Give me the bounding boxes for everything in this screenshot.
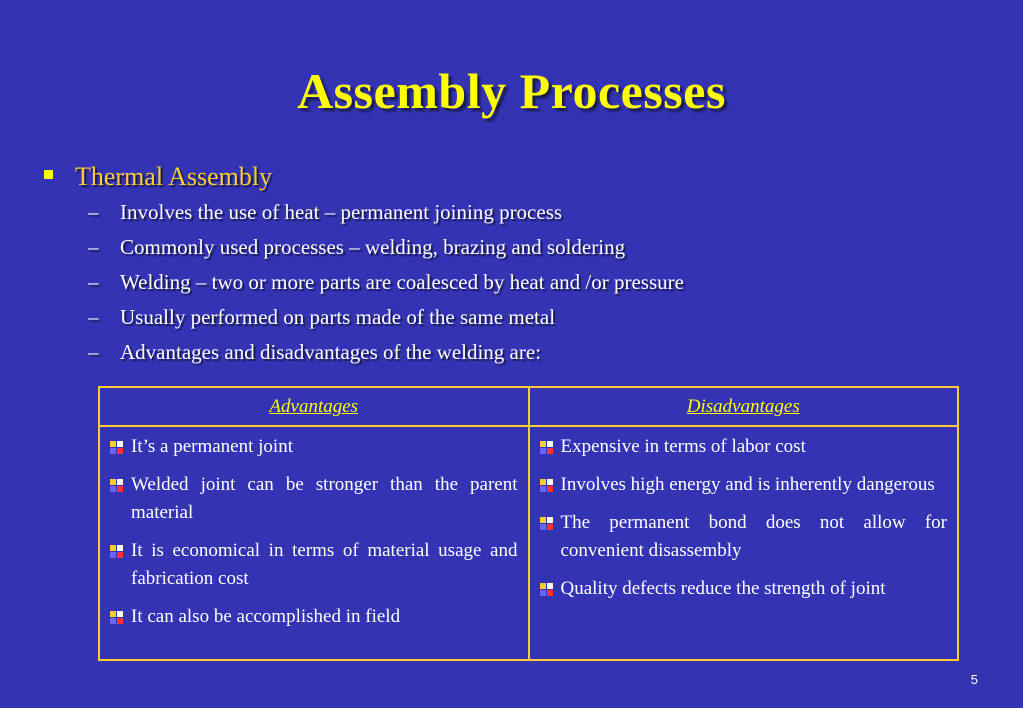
main-bullet-text: Thermal Assembly <box>75 162 273 191</box>
advantage-item: It’s a permanent joint <box>110 433 518 461</box>
sub-bullet-text: Commonly used processes – welding, brazing and soldering <box>120 235 626 259</box>
sub-bullet-text: Advantages and disadvantages of the welding are: <box>120 340 542 364</box>
sub-bullet-text: Usually performed on parts made of the same metal <box>120 305 556 329</box>
disadvantage-item: Involves high energy and is inherently dangerous <box>540 471 948 499</box>
disadvantage-item: The permanent bond does not allow for convenient disassembly <box>540 509 948 565</box>
bullet-icon <box>110 441 123 454</box>
dash-icon: – <box>88 270 99 294</box>
sub-bullet-list <box>88 200 684 375</box>
bullet-icon <box>110 611 123 624</box>
bullet-icon <box>540 583 553 596</box>
dash-icon: – <box>88 235 99 259</box>
bullet-icon <box>540 441 553 454</box>
sub-bullet-text: Involves the use of heat – permanent joining process <box>120 200 563 224</box>
bullet-icon <box>110 479 123 492</box>
dash-icon: – <box>88 305 99 329</box>
sub-bullet-text: Welding – two or more parts are coalesced by heat and /or pressure <box>120 270 684 294</box>
main-bullet <box>44 162 684 192</box>
disadvantage-item: Quality defects reduce the strength of joint <box>540 575 948 603</box>
advantages-cell <box>99 426 529 660</box>
sub-bullet <box>88 235 684 270</box>
sub-bullet <box>88 270 684 305</box>
square-bullet-icon <box>44 170 53 179</box>
bullet-list <box>44 162 684 375</box>
advantage-item: It can also be accomplished in field <box>110 603 518 631</box>
sub-bullet <box>88 200 684 235</box>
advantages-disadvantages-table <box>98 386 959 661</box>
sub-bullet <box>88 305 684 340</box>
advantage-item: It is economical in terms of material usage and fabrication cost <box>110 537 518 593</box>
bullet-icon <box>110 545 123 558</box>
dash-icon: – <box>88 200 99 224</box>
advantages-header: Advantages <box>99 387 529 426</box>
slide-title: Assembly Processes <box>297 63 726 119</box>
disadvantages-cell <box>529 426 959 660</box>
dash-icon: – <box>88 340 99 364</box>
page-number: 5 <box>970 672 978 687</box>
advantage-item: Welded joint can be stronger than the parent material <box>110 471 518 527</box>
bullet-icon <box>540 479 553 492</box>
disadvantages-header: Disadvantages <box>529 387 959 426</box>
disadvantage-item: Expensive in terms of labor cost <box>540 433 948 461</box>
bullet-icon <box>540 517 553 530</box>
sub-bullet <box>88 340 684 375</box>
